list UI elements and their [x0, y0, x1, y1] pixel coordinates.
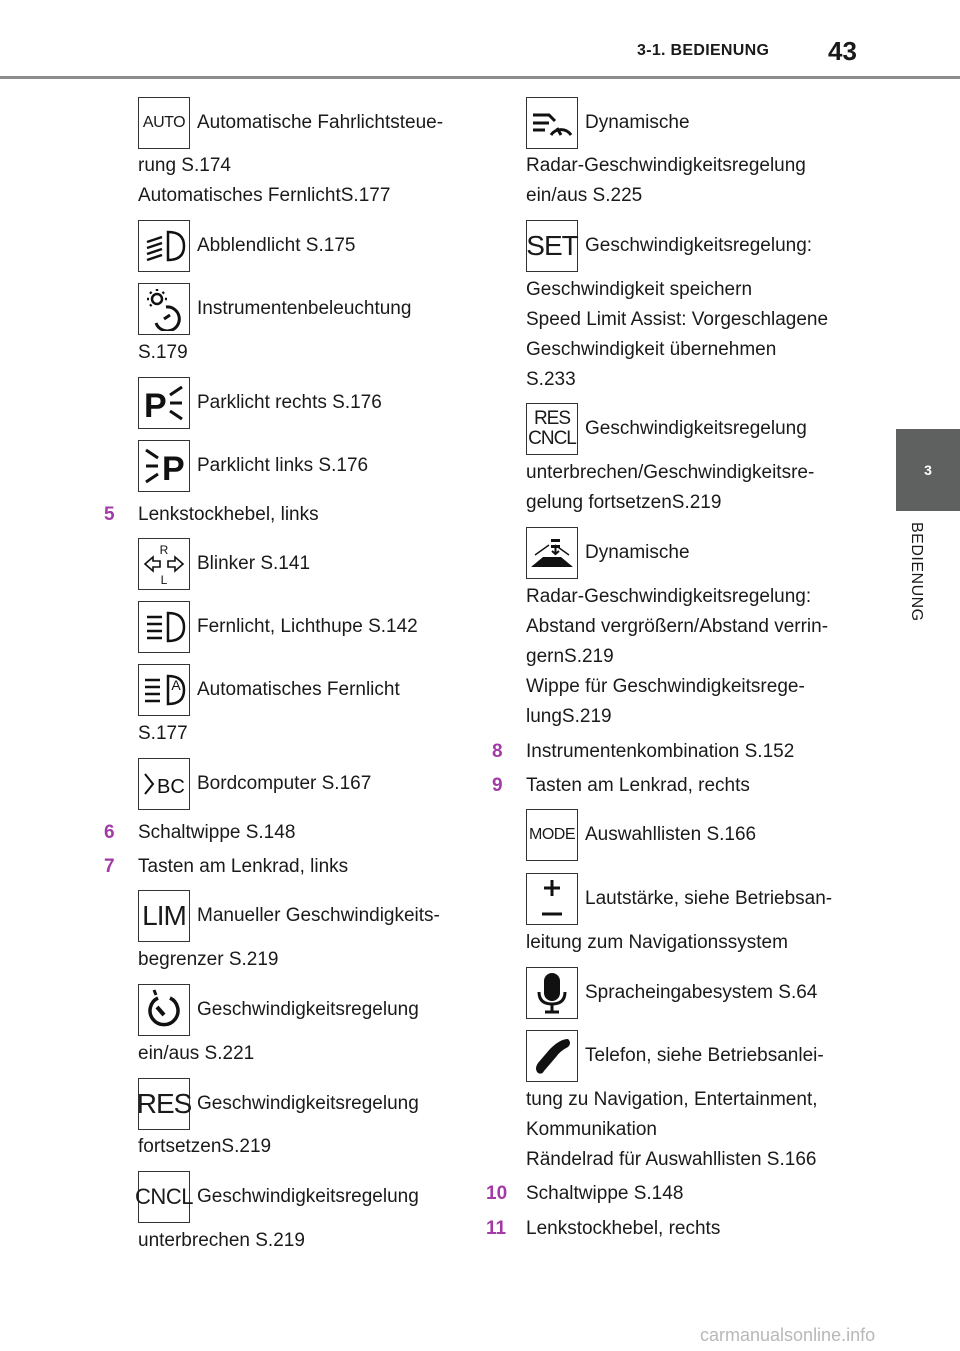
body-text-line: Wippe für Geschwindigkeitsrege-	[526, 676, 805, 697]
body-text-line: Radar-Geschwindigkeitsregelung:	[526, 586, 812, 607]
body-text-line: unterbrechen/Geschwindigkeitsre-	[526, 462, 815, 483]
parking-light-left-icon-graphic	[142, 444, 186, 488]
section-title: 3-1. BEDIENUNG	[637, 42, 770, 59]
item-number: 10	[486, 1183, 508, 1204]
parking-light-right-icon	[138, 377, 190, 429]
numbered-item-text: Schaltwippe S.148	[138, 822, 296, 843]
body-text-line: Rändelrad für Auswahllisten S.166	[526, 1149, 817, 1170]
cncl-text-icon	[135, 1171, 193, 1223]
icon-item-label: Auswahllisten S.166	[585, 824, 757, 845]
icon-item-label: Dynamische	[585, 112, 690, 133]
svg-text:L: L	[160, 573, 168, 586]
instrument-lighting-icon-graphic	[142, 287, 186, 331]
microphone-icon	[526, 967, 578, 1019]
item-number: 8	[492, 741, 503, 762]
side-tab-label: BEDIENUNG	[908, 522, 925, 622]
body-text-line: Kommunikation	[526, 1119, 657, 1140]
auto-text-icon	[138, 97, 190, 149]
set-text-icon	[526, 220, 578, 272]
icon-item-label: Geschwindigkeitsregelung:	[585, 235, 813, 256]
numbered-item-text: Tasten am Lenkrad, rechts	[526, 775, 750, 796]
icon-item-label: Spracheingabesystem S.64	[585, 982, 818, 1003]
header-rule	[0, 76, 960, 79]
distance-icon	[526, 527, 578, 579]
body-text-line: Abstand vergrößern/Abstand verrin-	[526, 616, 829, 637]
body-text-line: Radar-Geschwindigkeitsregelung	[526, 155, 806, 176]
body-text-line: Geschwindigkeit speichern	[526, 279, 753, 300]
phone-icon	[526, 1030, 578, 1082]
icon-item-label: Telefon, siehe Betriebsanlei-	[585, 1045, 824, 1066]
auto-high-beam-icon-graphic	[142, 670, 186, 710]
mode-text-icon	[526, 809, 578, 861]
icon-item-label: Automatisches Fernlicht	[197, 679, 400, 700]
numbered-item-text: Instrumentenkombination S.152	[526, 741, 795, 762]
body-text-line: lungS.219	[526, 706, 612, 727]
body-text-line: gernS.219	[526, 646, 614, 667]
body-text-line: S.177	[138, 723, 188, 744]
watermark: carmanualsonline.info	[700, 1325, 876, 1345]
body-text-line: tung zu Navigation, Entertainment,	[526, 1089, 818, 1110]
icon-item-label: Geschwindigkeitsregelung	[197, 999, 419, 1020]
cruise-control-icon-graphic	[142, 988, 186, 1032]
numbered-item-text: Tasten am Lenkrad, links	[138, 856, 349, 877]
body-text-line: Speed Limit Assist: Vorgeschlagene	[526, 309, 829, 330]
page-number: 43	[828, 36, 857, 66]
lim-text-icon	[138, 890, 190, 942]
body-text-line: Automatisches FernlichtS.177	[138, 185, 391, 206]
microphone-icon-graphic	[530, 970, 574, 1016]
icon-item-label: Manueller Geschwindigkeits-	[197, 905, 440, 926]
icon-text: SET	[526, 230, 578, 261]
body-text-line: ein/aus S.221	[138, 1043, 255, 1064]
volume-plus-minus-icon-graphic	[530, 876, 574, 922]
icon-item-label: Geschwindigkeitsregelung	[585, 418, 807, 439]
icon-text: AUTO	[142, 114, 186, 131]
res-cncl-text-icon	[526, 403, 578, 455]
svg-text:A: A	[171, 677, 181, 693]
volume-plus-minus-icon	[526, 873, 578, 925]
item-number: 5	[104, 504, 115, 525]
radar-cruise-icon-graphic	[529, 103, 575, 143]
icon-item-label: Geschwindigkeitsregelung	[197, 1093, 419, 1114]
body-text-line: fortsetzenS.219	[138, 1136, 272, 1157]
radar-cruise-icon	[526, 97, 578, 149]
item-number: 6	[104, 822, 115, 843]
body-text-line: unterbrechen S.219	[138, 1230, 305, 1251]
high-beam-icon-graphic	[142, 607, 186, 647]
item-number: 7	[104, 856, 115, 877]
icon-item-label: Fernlicht, Lichthupe S.142	[197, 616, 418, 637]
icon-item-label: Instrumentenbeleuchtung	[197, 298, 412, 319]
icon-item-label: Bordcomputer S.167	[197, 773, 372, 794]
icon-item-label: Parklicht rechts S.176	[197, 392, 382, 413]
svg-text:P: P	[144, 387, 167, 425]
low-beam-icon-graphic	[142, 226, 186, 266]
icon-text: CNCL	[135, 1184, 193, 1209]
icon-text: RES	[136, 1088, 192, 1119]
body-text-line: Geschwindigkeit übernehmen	[526, 339, 777, 360]
distance-icon-graphic	[529, 533, 575, 573]
item-number: 11	[486, 1218, 507, 1239]
item-number: 9	[492, 775, 503, 796]
icon-item-label: Geschwindigkeitsregelung	[197, 1186, 419, 1207]
board-computer-icon-graphic	[141, 764, 187, 804]
turn-signal-icon	[138, 538, 190, 590]
icon-item-label: Automatische Fahrlichtsteue-	[197, 112, 444, 133]
cruise-control-icon	[138, 984, 190, 1036]
res-text-icon	[138, 1078, 190, 1130]
icon-text-line: RES	[533, 408, 571, 429]
body-text-line: S.179	[138, 342, 188, 363]
icon-text: MODE	[529, 826, 575, 843]
svg-text:BC: BC	[157, 776, 185, 798]
svg-text:R: R	[159, 543, 169, 557]
icon-item-label: Parklicht links S.176	[197, 455, 369, 476]
high-beam-icon	[138, 601, 190, 653]
low-beam-icon	[138, 220, 190, 272]
numbered-item-text: Schaltwippe S.148	[526, 1183, 684, 1204]
body-text-line: begrenzer S.219	[138, 949, 279, 970]
body-text-line: ein/aus S.225	[526, 185, 643, 206]
instrument-lighting-icon	[138, 283, 190, 335]
icon-text-line: CNCL	[528, 428, 576, 449]
body-text-line: rung S.174	[138, 155, 231, 176]
auto-high-beam-icon	[138, 664, 190, 716]
turn-signal-icon-graphic	[142, 542, 186, 586]
numbered-item-text: Lenkstockhebel, rechts	[526, 1218, 721, 1239]
side-tab-number: 3	[924, 462, 932, 478]
body-text-line: S.233	[526, 369, 576, 390]
parking-light-left-icon	[138, 440, 190, 492]
svg-text:P: P	[162, 450, 185, 488]
icon-item-label: Dynamische	[585, 542, 690, 563]
numbered-item-text: Lenkstockhebel, links	[138, 504, 319, 525]
icon-item-label: Abblendlicht S.175	[197, 235, 356, 256]
phone-icon-graphic	[530, 1033, 574, 1079]
body-text-line: leitung zum Navigationssystem	[526, 932, 788, 953]
parking-light-right-icon-graphic	[142, 381, 186, 425]
icon-text: LIM	[142, 900, 186, 931]
board-computer-icon	[138, 758, 190, 810]
icon-item-label: Blinker S.141	[197, 553, 311, 574]
icon-item-label: Lautstärke, siehe Betriebsan-	[585, 888, 833, 909]
body-text-line: gelung fortsetzenS.219	[526, 492, 722, 513]
